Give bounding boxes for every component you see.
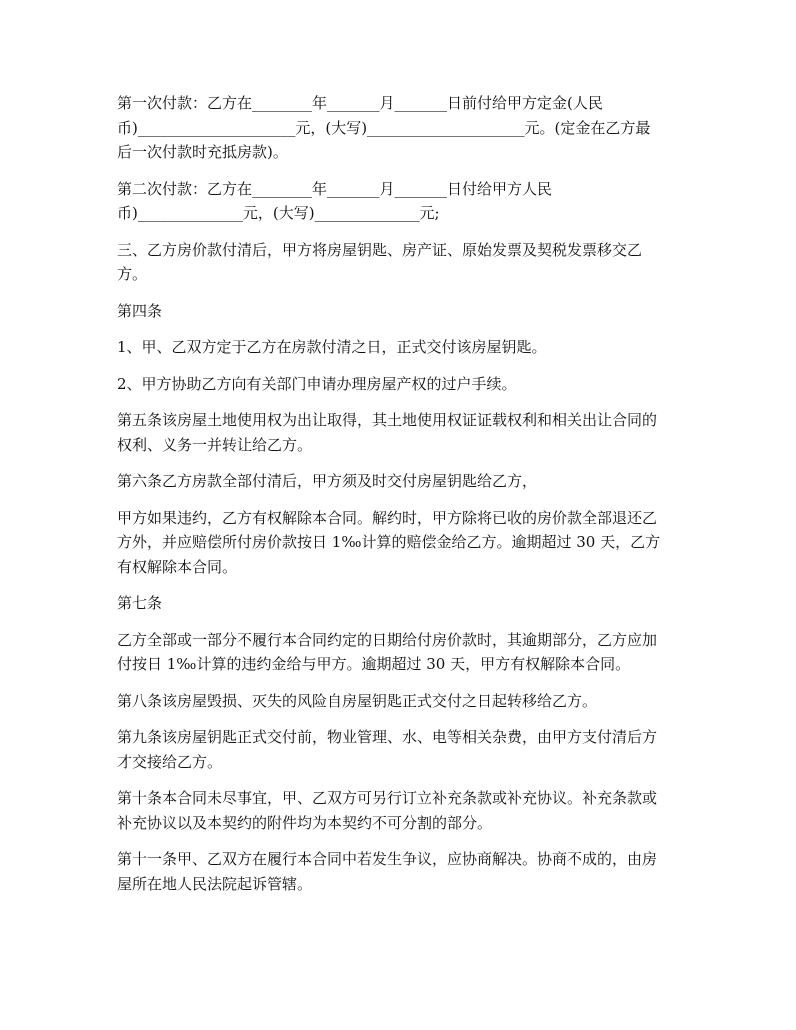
paragraph-article-eight: [117, 689, 689, 714]
text-line: 方。: [117, 265, 148, 283]
paragraph-article-ten: [117, 786, 689, 835]
text-line: 1、甲、乙双方定于乙方在房款付清之日，正式交付该房屋钥匙。: [117, 338, 547, 356]
paragraph-clause-three: [117, 238, 689, 287]
text-line: 后一次付款时充抵房款)。: [117, 143, 288, 161]
text-line: 三、乙方房价款付清后，甲方将房屋钥匙、房产证、原始发票及契税发票移交乙: [117, 240, 643, 259]
text-line: 第八条该房屋毁损、灭失的风险自房屋钥匙正式交付之日起转移给乙方。: [117, 691, 598, 710]
text-line: 币)_____________________元，(大写)_____________________元。(定金在乙方最: [117, 118, 651, 137]
paragraph-breach-seller: [117, 506, 689, 580]
paragraph-article-four-item-2: [117, 372, 689, 397]
text-line: 币)______________元，(大写)______________元;: [117, 204, 440, 222]
text-line: 第四条: [117, 301, 163, 320]
paragraph-breach-buyer: [117, 628, 689, 677]
text-line: 有权解除本合同。: [117, 557, 238, 576]
text-line: 第一次付款：乙方在________年_______月_______日前付给甲方定金(人民: [117, 94, 603, 112]
text-line: 付按日 1‰计算的违约金给与甲方。逾期超过 30 天，甲方有权解除本合同。: [117, 655, 631, 673]
text-line: 屋所在地人民法院起诉管辖。: [117, 874, 313, 893]
text-line: 第十一条甲、乙双方在履行本合同中若发生争议，应协商解决。协商不成的，由房: [117, 850, 658, 868]
text-line: 第六条乙方房款全部付清后，甲方须及时交付房屋钥匙给乙方，: [117, 472, 538, 490]
text-line: 补充协议以及本契约的附件均为本契约不可分割的部分。: [117, 813, 493, 832]
paragraph-second-payment: [117, 177, 689, 226]
paragraph-article-six: [117, 469, 689, 494]
paragraph-article-nine: [117, 725, 689, 774]
text-line: 第七条: [117, 594, 163, 612]
paragraph-first-payment: [117, 91, 689, 165]
text-line: 2、甲方协助乙方向有关部门申请办理房屋产权的过户手续。: [117, 374, 517, 393]
document-body: [117, 91, 689, 908]
text-line: 乙方全部或一部分不履行本合同约定的日期给付房价款时，其逾期部分，乙方应加: [117, 630, 658, 649]
paragraph-article-eleven: [117, 847, 689, 896]
text-line: 才交接给乙方。: [117, 752, 223, 771]
paragraph-article-five: [117, 408, 689, 457]
text-line: 第十条本合同未尽事宜，甲、乙双方可另行订立补充条款或补充协议。补充条款或: [117, 789, 658, 807]
text-line: 方外，并应赔偿所付房价款按日 1‰计算的赔偿金给乙方。逾期超过 30 天，乙方: [117, 533, 661, 551]
heading-article-seven: [117, 591, 689, 616]
text-line: 第二次付款：乙方在________年_______月_______日付给甲方人民: [117, 179, 553, 198]
heading-article-four: [117, 299, 689, 324]
text-line: 第九条该房屋钥匙正式交付前，物业管理、水、电等相关杂费，由甲方支付清后方: [117, 728, 658, 746]
text-line: 甲方如果违约，乙方有权解除本合同。解约时，甲方除将已收的房价款全部退还乙: [117, 508, 658, 527]
text-line: 权利、义务一并转让给乙方。: [117, 435, 313, 454]
text-line: 第五条该房屋土地使用权为出让取得，其土地使用权证证载权利和相关出让合同的: [117, 411, 658, 429]
paragraph-article-four-item-1: [117, 335, 689, 360]
